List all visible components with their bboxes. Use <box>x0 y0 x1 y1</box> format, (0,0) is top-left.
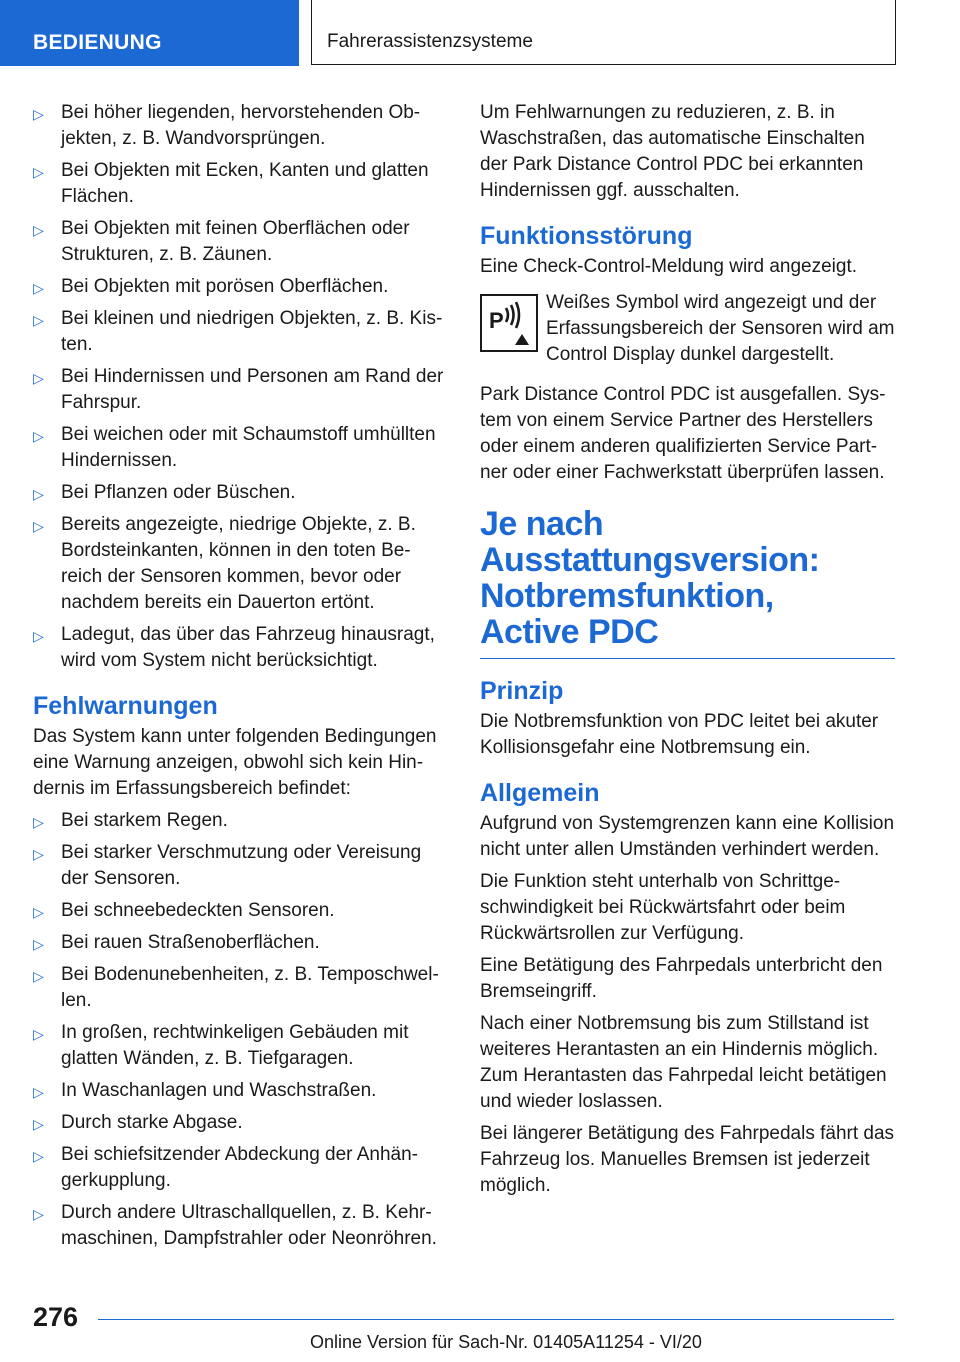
list-item: ▷ Bei kleinen und niedrigen Objekten, z. B. Kis‐ten. <box>33 308 443 355</box>
heading-notbremsfunktion: Je nach Ausstattungsversion: Notbremsfunktion, Active PDC <box>480 506 895 659</box>
bullet-triangle-icon: ▷ <box>33 486 44 502</box>
bullet-triangle-icon: ▷ <box>33 1026 44 1042</box>
list-item: ▷ Bei Pflanzen oder Büschen. <box>33 480 448 506</box>
page-number: 276 <box>33 1302 79 1332</box>
paragraph: Nach einer Notbremsung bis zum Stillstand ist weiteres Herantasten an ein Hindernis möglich. Zum Herantasten das Fahrpedal leicht betätigen und wieder loslassen. <box>480 1013 887 1112</box>
list-item: ▷ Bei starkem Regen. <box>33 808 448 834</box>
bullet-triangle-icon: ▷ <box>33 846 44 862</box>
limitations-list <box>33 100 448 674</box>
paragraph: Eine Check-Control-Meldung wird angezeigt. <box>480 256 858 277</box>
list-item: ▷ In großen, rechtwinkeligen Gebäuden mit glatten Wänden, z. B. Tiefgaragen. <box>33 1022 409 1069</box>
list-item: ▷ Bei Hindernissen und Personen am Rand der Fahrspur. <box>33 366 444 413</box>
bullet-triangle-icon: ▷ <box>33 814 44 830</box>
list-item: ▷ Bereits angezeigte, niedrige Objekte, z. B. Bordsteinkanten, können in den toten Be‐reich der Sensoren kommen, bevor oder nachdem bereits ein Dauerton ertönt. <box>33 514 416 613</box>
symbol-note <box>480 290 895 370</box>
list-item: ▷ Bei weichen oder mit Schaumstoff umhüllten Hindernissen. <box>33 424 436 471</box>
bullet-triangle-icon: ▷ <box>33 936 44 952</box>
chapter-title: Fahrerassistenzsysteme <box>327 31 533 52</box>
page-header <box>0 0 960 66</box>
bullet-triangle-icon: ▷ <box>33 280 44 296</box>
heading-prinzip: Prinzip <box>480 677 564 705</box>
list-item: ▷ Durch andere Ultraschallquellen, z. B. Kehr‐maschinen, Dampfstrahler oder Neonröhren. <box>33 1202 437 1249</box>
section-title: BEDIENUNG <box>33 31 162 54</box>
bullet-triangle-icon: ▷ <box>33 106 44 122</box>
bullet-triangle-icon: ▷ <box>33 222 44 238</box>
svg-text:P: P <box>489 308 504 333</box>
section-tab <box>0 0 299 66</box>
bullet-triangle-icon: ▷ <box>33 518 44 534</box>
pdc-warning-icon-graphic <box>482 296 536 350</box>
pdc-warning-icon <box>480 294 538 352</box>
list-item: ▷ Ladegut, das über das Fahrzeug hinausragt, wird vom System nicht berücksichtigt. <box>33 624 435 671</box>
list-item: ▷ Durch starke Abgase. <box>33 1110 448 1136</box>
bullet-triangle-icon: ▷ <box>33 968 44 984</box>
list-item: ▷ Bei Objekten mit feinen Oberflächen oder Strukturen, z. B. Zäunen. <box>33 218 410 265</box>
heading-funktionsstoerung: Funktionsstörung <box>480 222 693 250</box>
paragraph: Eine Betätigung des Fahrpedals unterbricht den Bremseingriff. <box>480 955 883 1002</box>
footer-divider <box>98 1319 894 1320</box>
paragraph: Weißes Symbol wird angezeigt und der Erfassungsbereich der Sensoren wird am Control Display dunkel dargestellt. <box>546 292 895 365</box>
paragraph: Das System kann unter folgenden Bedingungen eine Warnung anzeigen, obwohl sich kein Hin‐dernis im Erfassungsbereich befindet: <box>33 726 437 799</box>
false-warnings-list <box>33 808 448 1252</box>
heading-fehlwarnungen: Fehlwarnungen <box>33 692 218 720</box>
paragraph: Aufgrund von Systemgrenzen kann eine Kollision nicht unter allen Umständen verhindert werden. <box>480 813 895 860</box>
bullet-triangle-icon: ▷ <box>33 428 44 444</box>
chapter-box <box>311 0 896 65</box>
list-item: ▷ Bei Bodenunebenheiten, z. B. Temposchwel‐len. <box>33 964 439 1011</box>
paragraph: Die Notbremsfunktion von PDC leitet bei akuter Kollisionsgefahr eine Notbremsung ein. <box>480 711 879 758</box>
paragraph: Bei längerer Betätigung des Fahrpedals fährt das Fahrzeug los. Manuelles Bremsen ist jederzeit möglich. <box>480 1123 895 1196</box>
right-column <box>480 100 895 1205</box>
bullet-triangle-icon: ▷ <box>33 1148 44 1164</box>
bullet-triangle-icon: ▷ <box>33 312 44 328</box>
list-item: ▷ Bei Objekten mit porösen Oberflächen. <box>33 274 448 300</box>
list-item: ▷ In Waschanlagen und Waschstraßen. <box>33 1078 448 1104</box>
bullet-triangle-icon: ▷ <box>33 1116 44 1132</box>
bullet-triangle-icon: ▷ <box>33 628 44 644</box>
list-item: ▷ Bei schiefsitzender Abdeckung der Anhän‐gerkupplung. <box>33 1144 419 1191</box>
paragraph: Park Distance Control PDC ist ausgefallen. Sys‐tem von einem Service Partner des Herstellers oder einem anderen qualifizierten Service Part‐ner oder einer Fachwerkstatt überprüfen lassen. <box>480 384 886 483</box>
list-item: ▷ Bei starker Verschmutzung oder Vereisung der Sensoren. <box>33 842 422 889</box>
list-item: ▷ Bei schneebedeckten Sensoren. <box>33 898 448 924</box>
bullet-triangle-icon: ▷ <box>33 1206 44 1222</box>
list-item: ▷ Bei rauen Straßenoberflächen. <box>33 930 448 956</box>
list-item: ▷ Bei Objekten mit Ecken, Kanten und glatten Flächen. <box>33 160 429 207</box>
bullet-triangle-icon: ▷ <box>33 904 44 920</box>
list-item: ▷ Bei höher liegenden, hervorstehenden Ob‐jekten, z. B. Wandvorsprüngen. <box>33 102 421 149</box>
bullet-triangle-icon: ▷ <box>33 370 44 386</box>
bullet-triangle-icon: ▷ <box>33 1084 44 1100</box>
heading-allgemein: Allgemein <box>480 779 600 807</box>
left-column <box>33 100 448 1258</box>
bullet-triangle-icon: ▷ <box>33 164 44 180</box>
paragraph: Die Funktion steht unterhalb von Schrittge‐schwindigkeit bei Rückwärtsfahrt oder beim Rückwärtsrollen zur Verfügung. <box>480 871 846 944</box>
paragraph: Um Fehlwarnungen zu reduzieren, z. B. in Waschstraßen, das automatische Einschalten der Park Distance Control PDC bei erkannten Hindernissen ggf. ausschalten. <box>480 102 865 201</box>
footer-note: Online Version für Sach-Nr. 01405A11254 - VI/20 <box>310 1332 702 1352</box>
